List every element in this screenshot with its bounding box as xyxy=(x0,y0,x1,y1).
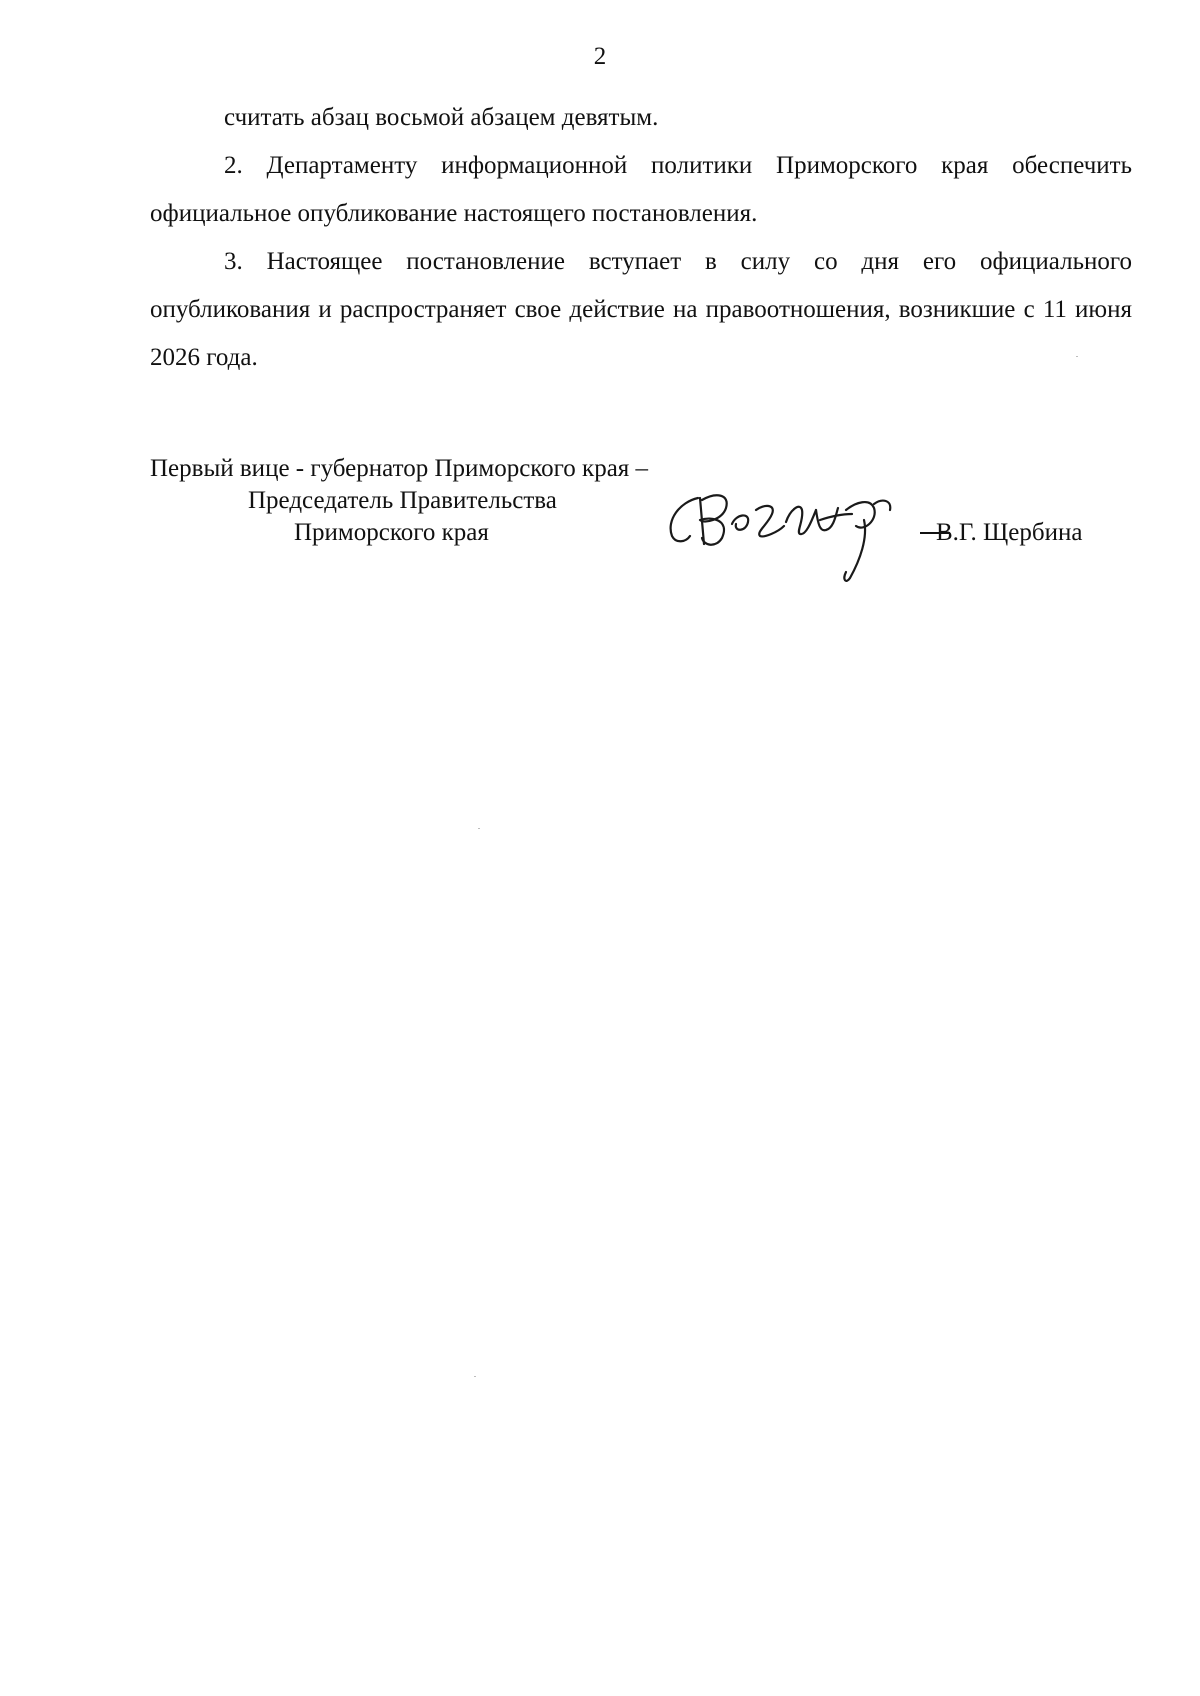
signatory-title-line-1: Первый вице - губернатор Приморского края – xyxy=(150,455,649,482)
paragraph-1: считать абзац восьмой абзацем девятым. xyxy=(224,104,659,131)
paragraph-3: 3. Настоящее постановление вступает в силу со дня его официального опубликования и распространяет свое действие на правоотношения, возникшие с 11 июня 2026 года. xyxy=(150,248,1132,371)
page-number: 2 xyxy=(593,43,607,70)
paragraph-2: 2. Департаменту информационной политики Приморского края обеспечить официальное опубликование настоящего постановления. xyxy=(150,152,1132,227)
signature-block xyxy=(0,450,1200,570)
handwritten-signature xyxy=(660,480,920,590)
document-body xyxy=(150,94,1132,382)
signatory-title-line-3: Приморского края xyxy=(294,519,489,546)
scan-speck xyxy=(478,828,480,829)
signatory-title-line-2: Председатель Правительства xyxy=(248,487,557,514)
scan-speck xyxy=(474,1376,476,1377)
scan-speck xyxy=(1076,356,1078,357)
signatory-name: В.Г. Щербина xyxy=(936,519,1083,546)
